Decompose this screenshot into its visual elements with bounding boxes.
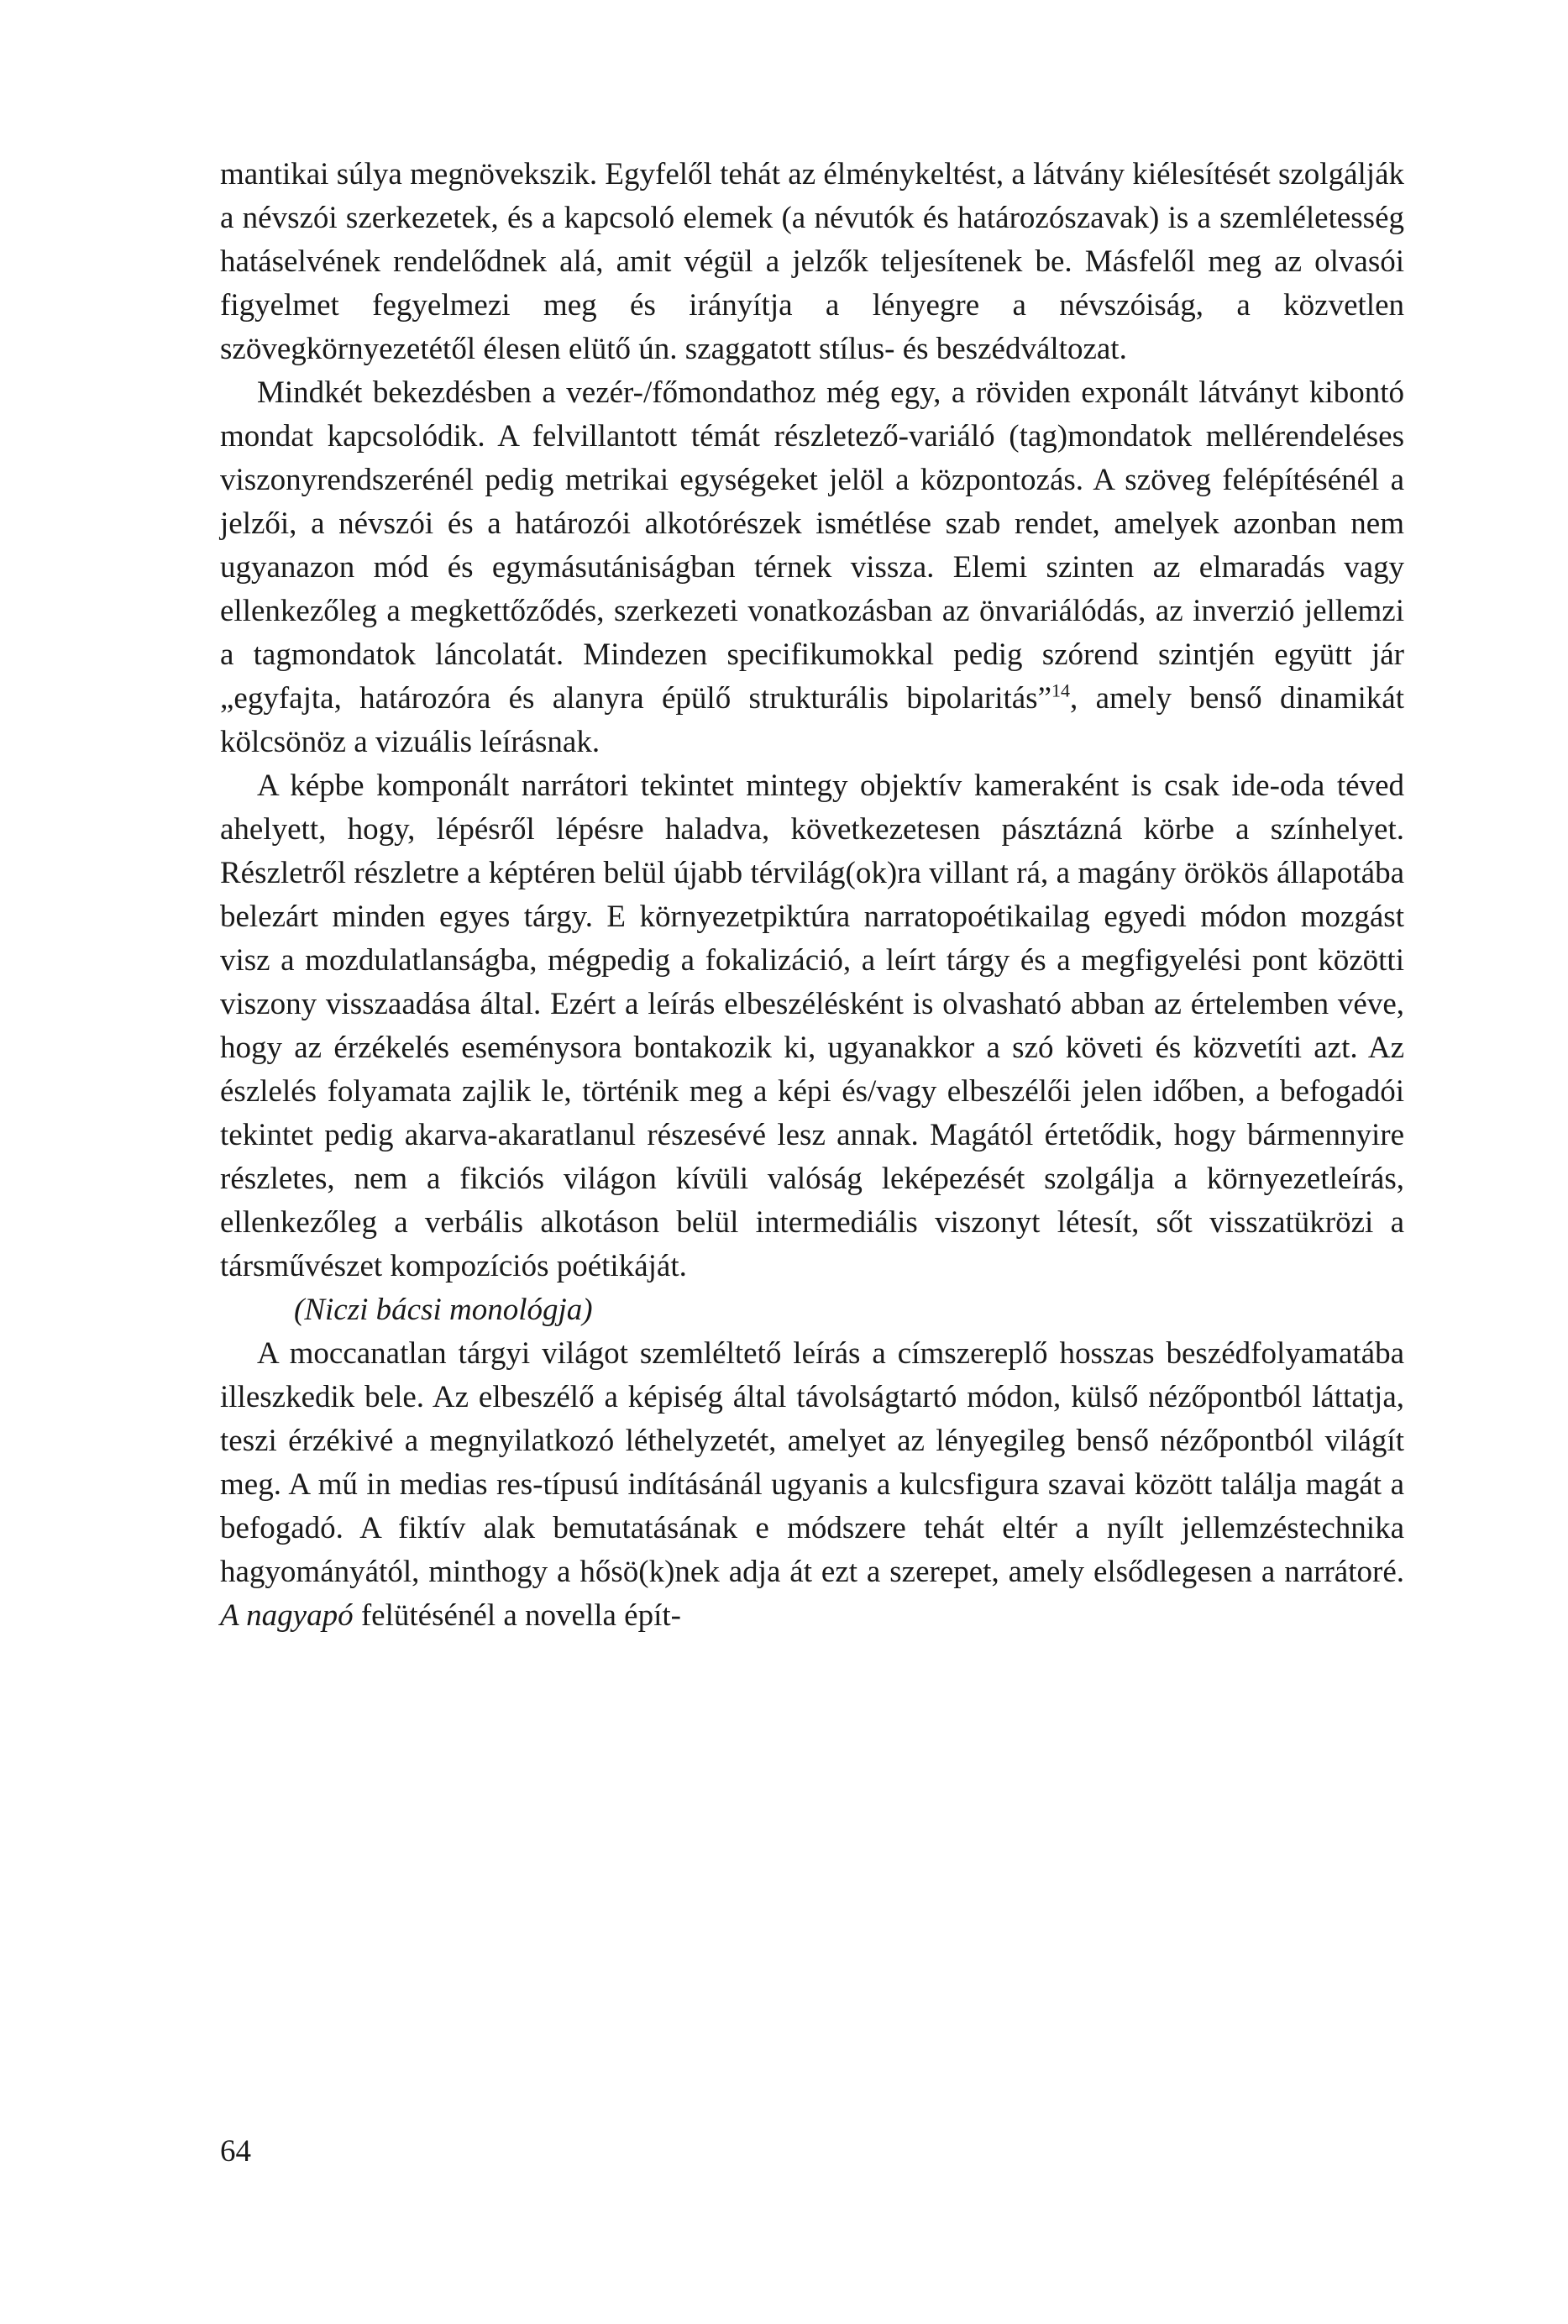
section-heading: (Niczi bácsi monológja) xyxy=(294,1293,593,1327)
paragraph-2-tail: , amely benső dinamikát kölcsönöz a vizuális leírásnak. xyxy=(220,681,1404,759)
paragraph-2 xyxy=(220,371,1404,764)
section-paragraph-head: A moccanatlan tárgyi világot szemléltető leírás a címszereplő hosszas beszédfolyamatába illeszkedik bele. Az elbeszélő a képiség által távolságtartó módon, külső nézőpontból láttatja, teszi érzékivé a megnyilatkozó léthelyzetét, amelyet az lényegileg benső nézőpontból világít meg. A mű in medias res-típusú indításánál ugyanis a kulcsfigura szavai között találja magát a befogadó. A fiktív alak bemutatásának e módszere tehát eltér a nyílt jellemzéstechnika hagyományától, minthogy a hősö(k)nek adja át ezt a szerepet, amely elsődlegesen a narrátoré. xyxy=(220,1336,1404,1589)
paragraph-3: A képbe komponált narrátori tekintet mintegy objektív kameraként is csak ide-oda téved ahelyett, hogy, lépésről lépésre haladva, következetesen pásztázná körbe a színhelyet. Részletről részletre a képtéren belül újabb térvilág(ok)ra villant rá, a magány örökös állapotába belezárt minden egyes tárgy. E környezetpiktúra narratopoétikailag egyedi módon mozgást visz a mozdulatlanságba, mégpedig a fokalizáció, a leírt tárgy és a megfigyelési pont közötti viszony visszaadása által. Ezért a leírás elbeszélésként is olvasható abban az értelemben véve, hogy az érzékelés eseménysora bontakozik ki, ugyanakkor a szó követi és közvetíti azt. Az észlelés folyamata zajlik le, történik meg a képi és/vagy elbeszélői jelen időben, a befogadói tekintet pedig akarva-akaratlanul részesévé lesz annak. Magától értetődik, hogy bármennyire részletes, nem a fikciós világon kívüli valóság leképezését szolgálja a környezetleírás, ellenkezőleg a verbális alkotáson belül intermediális viszonyt létesít, sőt visszatükrözi a társművészet kompozíciós poétikáját. xyxy=(220,769,1404,1283)
footnote-ref: 14 xyxy=(1051,679,1070,701)
paragraph-2-text: Mindkét bekezdésben a vezér-/főmondathoz még egy, a röviden exponált látványt kibontó mondat kapcsolódik. A felvillantott témát részletező-variáló (tag)mondatok mellérendeléses viszonyrendszerénél pedig metrikai egységeket jelöl a központozás. A szöveg felépítésénél a jelzői, a névszói és a határozói alkotórészek ismétlése szab rendet, amelyek azonban nem ugyanazon mód és egymásutániságban térnek vissza. Elemi szinten az elmaradás vagy ellenkezőleg a megkettőződés, szerkezeti vonatkozásban az önvariálódás, az inverzió jellemzi a tagmondatok láncolatát. Mindezen specifikumokkal pedig szórend szintjén együtt jár „egyfajta, határozóra és alanyra épülő strukturális bipolaritás” xyxy=(220,375,1404,716)
work-title: A nagyapó xyxy=(220,1598,354,1633)
body-text xyxy=(220,153,1404,1638)
page-number: 64 xyxy=(220,2134,251,2169)
section-paragraph-tail: felütésénél a novella épít- xyxy=(353,1598,681,1633)
paragraph-1: mantikai súlya megnövekszik. Egyfelől tehát az élménykeltést, a látvány kiélesítését szolgálják a névszói szerkezetek, és a kapcsoló elemek (a névutók és határozószavak) is a szemléletesség hatáselvének rendelődnek alá, amit végül a jelzők teljesítenek be. Másfelől meg az olvasói figyelmet fegyelmezi meg és irányítja a lényegre a névszóiság, a közvetlen szövegkörnyezetétől élesen elütő ún. szaggatott stílus- és beszédváltozat. xyxy=(220,157,1404,366)
section-paragraph xyxy=(220,1332,1404,1638)
